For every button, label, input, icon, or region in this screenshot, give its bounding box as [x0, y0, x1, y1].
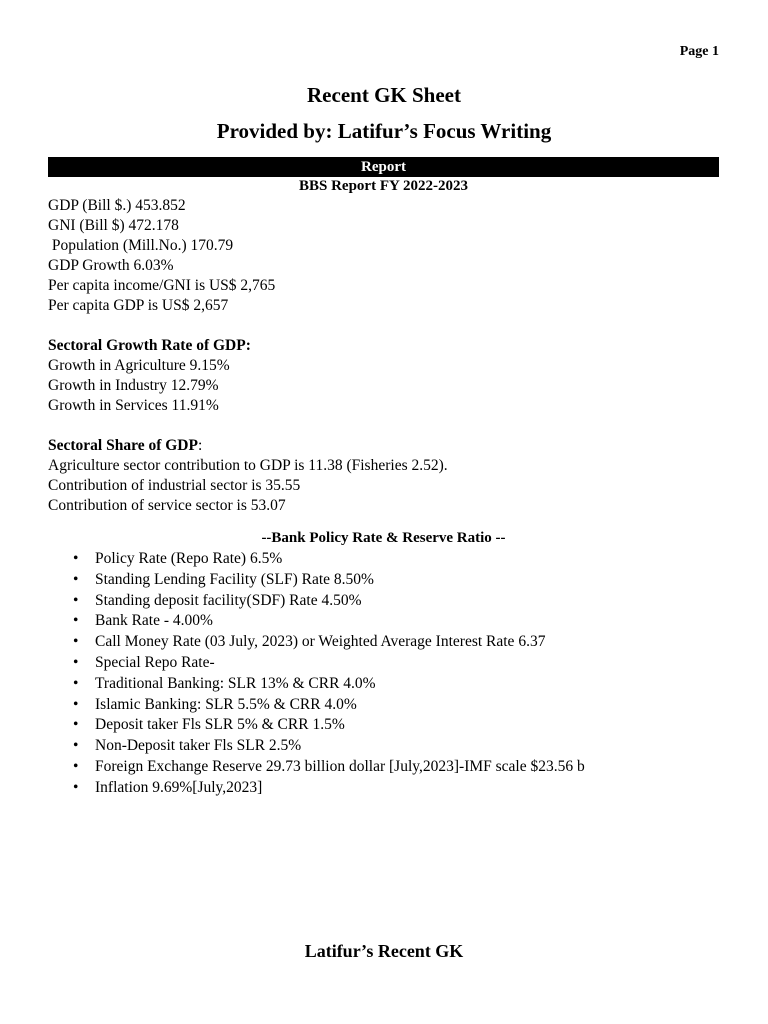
list-item: • Non-Deposit taker Fls SLR 2.5% [48, 736, 728, 757]
growth-section [48, 336, 728, 416]
growth-line-industry: Growth in Industry 12.79% [48, 377, 219, 394]
list-item: • Policy Rate (Repo Rate) 6.5% [48, 549, 728, 570]
report-bar: Report [48, 157, 719, 177]
list-item: • Bank Rate - 4.00% [48, 611, 728, 632]
bbs-line-gdp: GDP (Bill $.) 453.852 [48, 197, 186, 214]
list-item: • Standing Lending Facility (SLF) Rate 8.50% [48, 570, 728, 591]
bank-rate-list [48, 549, 728, 799]
share-heading: Sectoral Share of GDP [48, 437, 198, 454]
list-item: • Inflation 9.69%[July,2023] [48, 778, 728, 799]
bank-heading: --Bank Policy Rate & Reserve Ratio -- [261, 530, 506, 546]
list-item: • Foreign Exchange Reserve 29.73 billion dollar [July,2023]-IMF scale $23.56 b [48, 757, 728, 778]
bbs-line-per-capita-gdp: Per capita GDP is US$ 2,657 [48, 297, 229, 314]
growth-line-agriculture: Growth in Agriculture 9.15% [48, 357, 230, 374]
page-number: Page 1 [679, 44, 719, 59]
growth-line-services: Growth in Services 11.91% [48, 397, 219, 414]
share-line-service: Contribution of service sector is 53.07 [48, 497, 286, 514]
list-item: • Standing deposit facility(SDF) Rate 4.50% [48, 591, 728, 612]
bbs-line-per-capita-income: Per capita income/GNI is US$ 2,765 [48, 277, 276, 294]
bbs-line-gni: GNI (Bill $) 472.178 [48, 217, 179, 234]
document-body [48, 196, 728, 799]
share-heading-colon: : [197, 437, 203, 454]
list-item: • Deposit taker Fls SLR 5% & CRR 1.5% [48, 715, 728, 736]
share-heading-line [48, 436, 728, 456]
list-item: • Call Money Rate (03 July, 2023) or Weighted Average Interest Rate 6.37 [48, 632, 728, 653]
document-title: Recent GK Sheet [307, 83, 461, 107]
list-item: • Special Repo Rate- [48, 653, 728, 674]
document-subtitle: Provided by: Latifur’s Focus Writing [216, 119, 552, 143]
list-item: • Traditional Banking: SLR 13% & CRR 4.0% [48, 674, 728, 695]
bbs-line-population: Population (Mill.No.) 170.79 [48, 237, 234, 254]
footer-title: Latifur’s Recent GK [304, 941, 464, 961]
list-item: • Islamic Banking: SLR 5.5% & CRR 4.0% [48, 695, 728, 716]
bbs-section [48, 196, 728, 316]
growth-heading: Sectoral Growth Rate of GDP: [48, 337, 251, 354]
report-heading: BBS Report FY 2022-2023 [298, 178, 469, 194]
bbs-line-gdp-growth: GDP Growth 6.03% [48, 257, 174, 274]
share-line-industrial: Contribution of industrial sector is 35.55 [48, 477, 301, 494]
share-section [48, 436, 728, 516]
share-line-agriculture: Agriculture sector contribution to GDP is 11.38 (Fisheries 2.52). [48, 457, 448, 474]
